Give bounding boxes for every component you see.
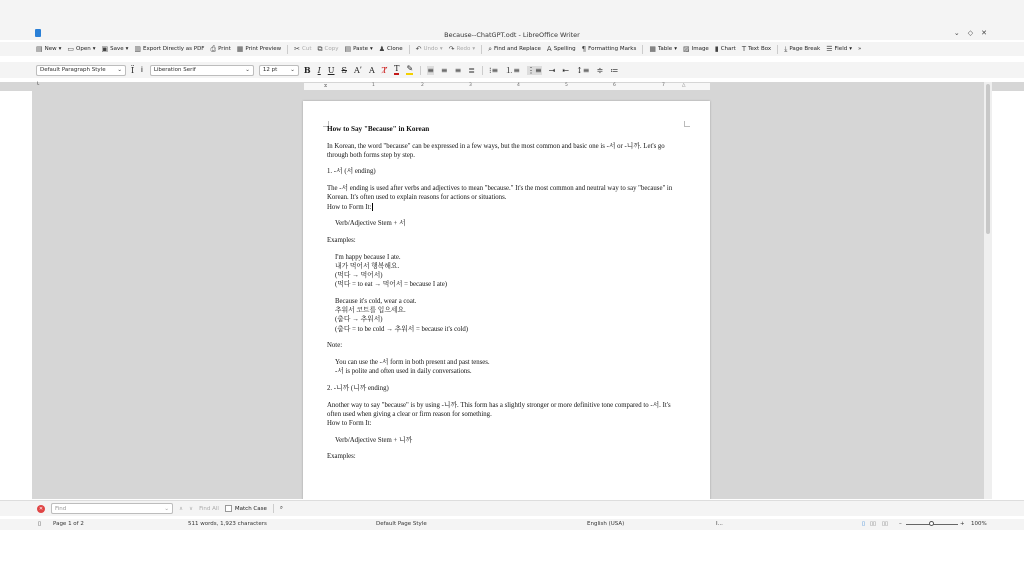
toolbar-separator [420, 66, 421, 75]
ruler-tick: 1 [372, 83, 375, 88]
multi-page-view-icon[interactable]: ▯▯ [870, 521, 877, 527]
vertical-scrollbar[interactable] [984, 82, 992, 499]
example-line: (춥다 = to be cold → 추워서 = because it's cold) [335, 325, 469, 333]
justify-icon[interactable]: ≣ [468, 65, 475, 75]
formula-line: Verb/Adjective Stem + 니까 [335, 436, 413, 444]
ruler-tick: 4 [517, 83, 520, 88]
document-body[interactable] [327, 125, 683, 462]
indent-marker-icon[interactable]: ⧖ [324, 84, 328, 89]
export-pdf-button[interactable]: ▥ Export Directly as PDF [134, 45, 205, 53]
ruler-tick: 6 [613, 83, 616, 88]
formatting-toolbar [0, 62, 1024, 78]
clone-button[interactable]: ♟ Clone [378, 45, 403, 53]
find-all-button[interactable]: Find All [199, 505, 219, 512]
font-size-select[interactable]: 12 pt ⌄ [259, 65, 299, 76]
example-line: (춥다 → 추워서) [335, 316, 383, 324]
new-button[interactable]: ▤ New ▾ [36, 45, 62, 53]
document-heading: How to Say "Because" in Korean [327, 125, 430, 133]
single-page-view-icon[interactable]: ▯ [862, 521, 866, 527]
toolbar-separator [273, 504, 274, 513]
minimize-icon[interactable]: ⌄ [953, 29, 960, 37]
ruler-tick: 7 [662, 83, 665, 88]
scissors-icon: ✂ [294, 45, 301, 53]
update-style-icon[interactable]: Ϊ [131, 65, 135, 75]
chevron-down-icon: ⌄ [290, 67, 295, 73]
cut-button[interactable]: ✂ Cut [294, 45, 312, 53]
examples-label: Examples: [327, 453, 356, 461]
chevron-down-icon[interactable]: ▾ [369, 46, 373, 52]
clear-formatting-icon[interactable]: Ⱦ [381, 65, 388, 75]
chevron-down-icon[interactable]: ▾ [125, 46, 129, 52]
undo-icon: ↶ [415, 45, 422, 53]
image-icon: ▨ [682, 45, 690, 53]
chevron-down-icon[interactable]: ⌄ [164, 505, 169, 512]
paste-button[interactable]: ▤ Paste ▾ [344, 45, 373, 53]
outline-icon[interactable]: ⋮≡ [526, 65, 542, 75]
chevron-down-icon: ⌄ [117, 67, 122, 73]
chevron-down-icon[interactable]: ▾ [472, 46, 476, 52]
toolbar-separator [482, 66, 483, 75]
scrollbar-thumb[interactable] [986, 84, 990, 234]
table-icon: ▦ [649, 45, 656, 53]
chevron-down-icon[interactable]: ▾ [849, 46, 852, 52]
title-bar [0, 0, 1024, 40]
text-boundary-corner [684, 121, 690, 127]
section-heading: 2. -니까 (니까 ending) [327, 384, 389, 392]
example-line: Because it's cold, wear a coat. [335, 297, 417, 305]
insert-mode[interactable]: I... [716, 521, 723, 527]
field-button[interactable]: ☰ Field ▾ [826, 45, 852, 53]
print-preview-icon: ▦ [236, 45, 244, 53]
print-preview-button[interactable]: ▦ Print Preview [236, 45, 282, 53]
example-line: (먹다 = to eat → 먹어서 = because I ate) [335, 281, 448, 289]
folder-icon: ▭ [67, 45, 75, 53]
toolbar-separator [409, 45, 410, 54]
more-tools-button[interactable]: » [857, 46, 862, 52]
table-button[interactable]: ▦ Table ▾ [649, 45, 677, 53]
ruler-tick: 3 [469, 83, 472, 88]
shrink-font-icon[interactable]: A [369, 65, 375, 75]
copy-icon: ⧉ [317, 44, 323, 53]
window-title: Because--ChatGPT.odt - LibreOffice Writer [444, 31, 580, 39]
clipboard-icon: ▤ [344, 45, 352, 53]
new-document-icon: ▤ [36, 45, 43, 53]
chevron-down-icon[interactable]: ▾ [58, 46, 62, 52]
match-case-checkbox[interactable] [225, 505, 232, 512]
undo-button[interactable]: ↶ Undo ▾ [415, 45, 443, 53]
new-style-icon[interactable]: Ꭵ [141, 65, 143, 74]
examples-label: Examples: [327, 236, 356, 244]
text-box-icon: T [741, 45, 747, 53]
chevron-down-icon[interactable]: ▾ [674, 46, 677, 52]
page-doc-icon: ▯ [38, 521, 42, 527]
decrease-indent-icon[interactable]: ⇤ [562, 65, 570, 75]
strikethrough-button[interactable]: S [341, 65, 347, 75]
grow-font-icon[interactable]: Aʹ [354, 65, 363, 75]
bold-button[interactable]: B [303, 65, 311, 75]
zoom-in-icon[interactable]: + [960, 521, 965, 527]
example-line: (먹다 → 먹어서) [335, 272, 383, 280]
paragraph-spacing-icon[interactable]: ≑ [596, 65, 604, 75]
zoom-slider-knob[interactable] [929, 521, 934, 526]
chevron-down-icon[interactable]: ▾ [439, 46, 443, 52]
formatting-marks-button[interactable]: ¶ Formatting Marks [581, 45, 637, 53]
paragraph-indent-icon[interactable]: ≔ [610, 65, 619, 75]
print-button[interactable]: ⎙ Print [210, 44, 231, 53]
spellcheck-icon: A [546, 45, 552, 53]
font-name-select[interactable]: Liberation Serif ⌄ [150, 65, 254, 76]
pdf-icon: ▥ [134, 45, 142, 53]
note-label: Note: [327, 342, 343, 350]
close-find-icon[interactable]: ✕ [38, 505, 44, 512]
text-cursor [372, 203, 373, 211]
maximize-icon[interactable]: ◇ [967, 29, 974, 37]
underline-button[interactable]: U [327, 65, 335, 75]
line-spacing-icon[interactable]: ↕≡ [576, 65, 590, 75]
chart-button[interactable]: ▮ Chart [714, 45, 736, 53]
align-left-icon[interactable]: ≡ [427, 65, 434, 75]
book-view-icon[interactable]: ▯▯ [882, 521, 889, 527]
magnifier-icon: ⌕ [488, 44, 493, 53]
increase-indent-icon[interactable]: ⇥ [548, 65, 556, 75]
text-box-button[interactable]: T Text Box [741, 45, 772, 53]
align-right-icon[interactable]: ≡ [454, 65, 462, 75]
pilcrow-icon: ¶ [581, 45, 587, 53]
open-button[interactable]: ▭ Open ▾ [67, 45, 96, 53]
paragraph: Another way to say "because" is by using -니까. This form has a slightly stronger or more definitive tone compared to -서. It's often used when giving a clear or firm reason for something. [327, 401, 671, 418]
tab-stop-type-icon[interactable]: └ [36, 82, 40, 88]
section-heading: 1. -서 (서 ending) [327, 168, 376, 176]
printer-icon: ⎙ [210, 44, 217, 53]
word-count[interactable]: 511 words, 1,923 characters [188, 521, 267, 527]
find-replace-button[interactable]: ⌕ Find and Replace [488, 44, 541, 53]
toolbar-separator [642, 45, 643, 54]
page-style[interactable]: Default Page Style [376, 521, 427, 527]
zoom-out-icon[interactable]: – [899, 521, 902, 527]
chevron-down-icon: ⌄ [245, 67, 250, 73]
document-page[interactable] [303, 101, 710, 499]
paragraph: How to Form It: [327, 203, 372, 211]
font-color-icon[interactable]: T [394, 64, 400, 73]
spelling-button[interactable]: A Spelling [546, 45, 576, 53]
document-canvas[interactable] [32, 91, 984, 499]
toolbar-separator [287, 45, 288, 54]
ruler-tick: 2 [421, 83, 424, 88]
find-toolbar [0, 500, 1024, 516]
paragraph-style-select[interactable]: Default Paragraph Style ⌄ [36, 65, 126, 76]
paintbrush-icon: ♟ [378, 45, 386, 53]
page-break-button[interactable]: ⤓ Page Break [784, 44, 821, 53]
note-line: -서 is polite and often used in daily conversations. [335, 368, 472, 376]
numbered-list-icon[interactable]: ⒈≡ [505, 65, 520, 75]
save-icon: ▣ [101, 45, 109, 53]
right-indent-marker-icon[interactable]: △ [682, 83, 686, 88]
toolbar-separator [777, 45, 778, 54]
find-previous-icon[interactable]: ∧ [179, 505, 184, 512]
italic-button[interactable]: I [317, 65, 321, 75]
page-break-icon: ⤓ [784, 44, 788, 53]
ruler-tick: 5 [565, 83, 568, 88]
language[interactable]: English (USA) [587, 521, 625, 527]
paragraph: The -서 ending is used after verbs and adjectives to mean "because." It's the most common and neutral way to say "because" in Korean. It's often used to explain reasons for actions or situations. [327, 185, 673, 202]
paragraph: In Korean, the word "because" can be expressed in a few ways, but the most common and basic one is -서 or -니까. Let's go through both forms step by step. [327, 142, 665, 159]
ruler-bar [0, 82, 1024, 91]
example-line: 내가 먹어서 행복해요. [335, 262, 400, 270]
standard-toolbar [0, 42, 1024, 56]
status-bar [0, 519, 1024, 530]
zoom-level[interactable]: 100% [971, 521, 987, 527]
close-icon[interactable]: ✕ [981, 29, 987, 37]
field-icon: ☰ [826, 45, 833, 53]
find-input[interactable]: Find ⌄ [51, 503, 173, 514]
toolbar-separator [481, 45, 482, 54]
example-line: 추워서 코트를 입으세요. [335, 307, 406, 315]
redo-button[interactable]: ↷ Redo ▾ [448, 45, 476, 53]
note-line: You can use the -서 form in both present and past tenses. [335, 358, 490, 366]
chevron-down-icon[interactable]: ▾ [92, 46, 96, 52]
save-button[interactable]: ▣ Save ▾ [101, 45, 129, 53]
chart-icon: ▮ [714, 45, 719, 53]
window-controls [954, 29, 987, 37]
find-replace-dialog-icon[interactable]: ⌕ [279, 505, 283, 511]
highlight-icon[interactable]: ✎ [406, 64, 414, 73]
page-count[interactable]: Page 1 of 2 [53, 521, 84, 527]
formula-line: Verb/Adjective Stem + 서 [335, 220, 406, 228]
example-line: I'm happy because I ate. [335, 253, 401, 261]
image-button[interactable]: ▨ Image [682, 45, 709, 53]
bullet-list-icon[interactable]: ⁝≡ [489, 65, 499, 75]
find-next-icon[interactable]: ∨ [189, 505, 194, 512]
redo-icon: ↷ [448, 45, 455, 53]
align-center-icon[interactable]: ≡ [440, 65, 448, 75]
paragraph: How to Form It: [327, 419, 372, 427]
copy-button[interactable]: ⧉ Copy [317, 44, 339, 53]
match-case-label: Match Case [234, 505, 267, 512]
horizontal-ruler[interactable] [304, 83, 710, 90]
